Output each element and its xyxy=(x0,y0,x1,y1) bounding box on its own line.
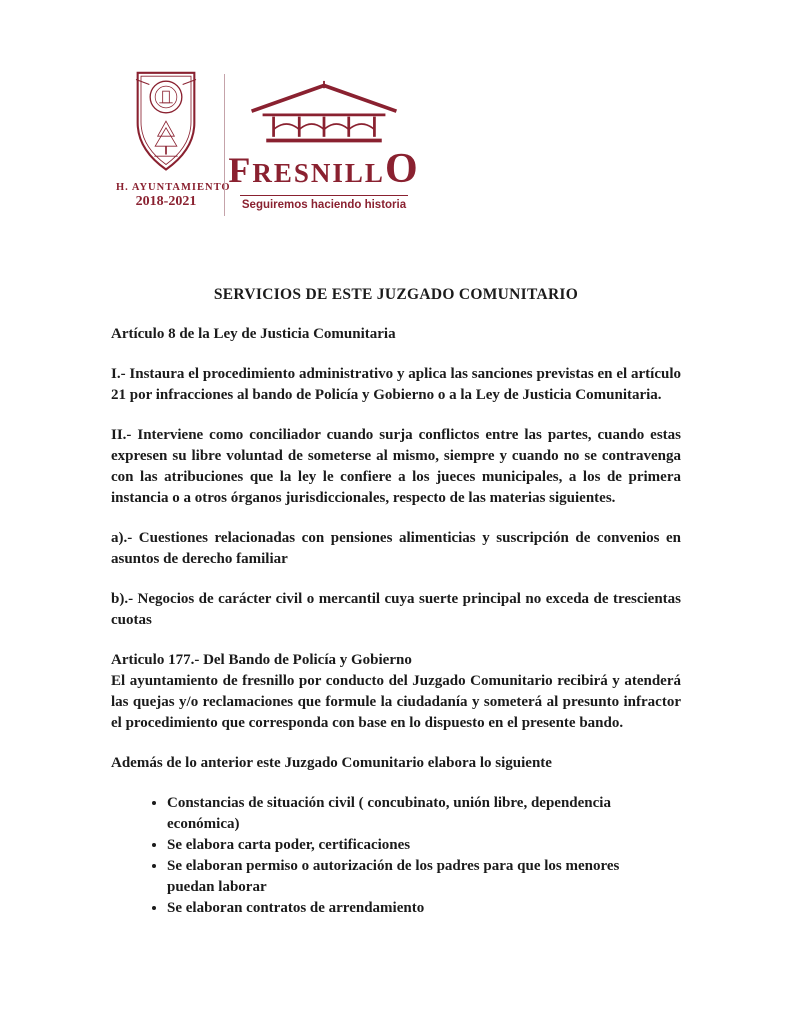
coat-of-arms-icon xyxy=(126,66,206,178)
paragraph-item-a: a).- Cuestiones relacionadas con pensiones alimenticias y suscripción de convenios en asuntos de derecho familiar xyxy=(111,530,681,567)
document-title: SERVICIOS DE ESTE JUZGADO COMUNITARIO xyxy=(213,286,579,303)
closing-statement: Además de lo anterior este Juzgado Comunitario elabora lo siguiente xyxy=(111,755,552,771)
brand-logo xyxy=(228,80,420,211)
list-item: • Se elaboran permiso o autorización de los padres para que los menores puedan laborar xyxy=(167,856,649,898)
services-list xyxy=(149,793,649,919)
brand-tagline: Seguiremos haciendo historia xyxy=(240,195,408,211)
paragraph-item-b: b).- Negocios de carácter civil o mercantil cuya suerte principal no exceda de trescientas cuotas xyxy=(111,591,681,628)
seal-years: 2018-2021 xyxy=(135,194,197,209)
article-177-heading: Articulo 177.- Del Bando de Policía y Gobierno xyxy=(111,652,412,668)
brand-wordmark xyxy=(228,146,420,192)
article-8-heading: Artículo 8 de la Ley de Justicia Comunitaria xyxy=(111,326,396,342)
list-item: • Constancias de situación civil ( concubinato, unión libre, dependencia económica) xyxy=(167,793,649,835)
logo-divider xyxy=(224,74,225,216)
monument-icon xyxy=(245,80,403,146)
document-content xyxy=(111,284,681,919)
wordmark-last-letter: O xyxy=(384,146,420,192)
letterhead xyxy=(0,0,791,265)
seal-caption: H. AYUNTAMIENTO xyxy=(116,182,231,193)
paragraph-item-i: I.- Instaura el procedimiento administrativo y aplica las sanciones previstas en el artículo 21 por infracciones al bando de Policía y Gobierno o a la Ley de Justicia Comunitaria. xyxy=(111,366,681,403)
paragraph-item-ii: II.- Interviene como conciliador cuando surja conflictos entre las partes, cuando estas expresen su libre voluntad de someterse al mismo, siempre y cuando no se contravenga con las atribuciones que la ley le confiere a los jueces municipales, a los de primera instancia o a otros órganos jurisdiccionales, respecto de las materias siguientes. xyxy=(111,427,681,506)
list-item: • Se elabora carta poder, certificaciones xyxy=(167,835,649,856)
wordmark-middle-letters: RESNILL xyxy=(252,158,385,188)
wordmark-first-letter: F xyxy=(228,150,253,190)
list-item: • Se elaboran contratos de arrendamiento xyxy=(167,898,649,919)
article-177-body: El ayuntamiento de fresnillo por conducto del Juzgado Comunitario recibirá y atenderá las quejas y/o reclamaciones que formule la ciudadanía y someterá al presunto infractor el procedimiento que corresponda con base en lo dispuesto en el presente bando. xyxy=(111,673,681,731)
municipal-seal xyxy=(116,66,231,210)
